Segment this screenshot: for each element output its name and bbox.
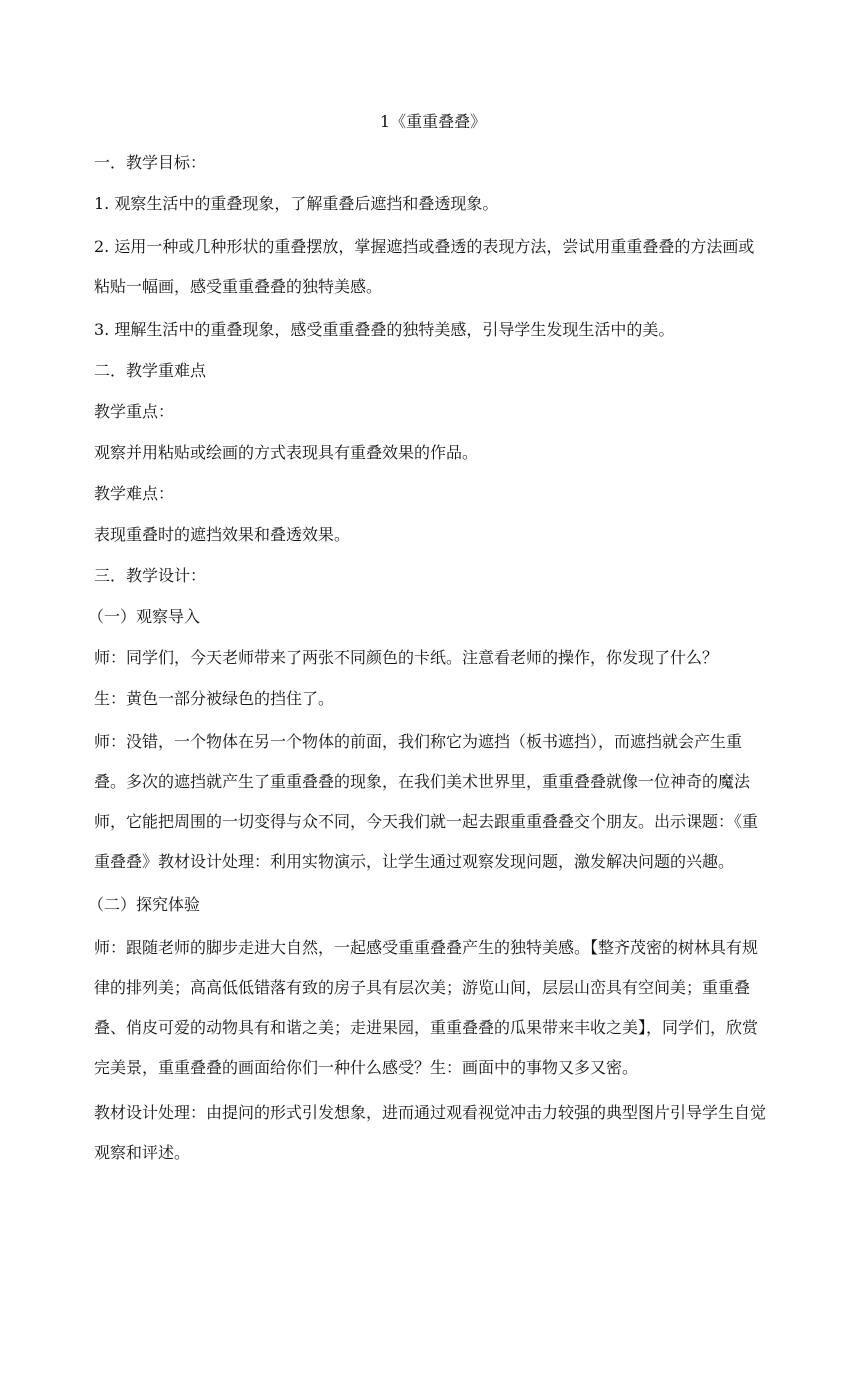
teacher-line-1: 师：同学们，今天老师带来了两张不同颜色的卡纸。注意看老师的操作，你发现了什么？ <box>94 648 719 667</box>
student-line-1: 生：黄色一部分被绿色的挡住了。 <box>94 689 335 708</box>
subsection-observation: （一）观察导入 <box>88 607 201 626</box>
difficulty-label: 教学难点： <box>94 484 175 503</box>
objective-3: 3. 理解生活中的重叠现象，感受重重叠叠的独特美感，引导学生发现生活中的美。 <box>94 320 675 339</box>
document-title: 1《重重叠叠》 <box>379 112 487 131</box>
objective-2: 2. 运用一种或几种形状的重叠摆放，掌握遮挡或叠透的表现方法，尝试用重重叠叠的方法画或粘贴一幅画，感受重重叠叠的独特美感。 <box>94 237 755 296</box>
design-note: 教材设计处理：由提问的形式引发想象，进而通过观看视觉冲击力较强的典型图片引导学生自觉观察和评述。 <box>94 1103 767 1162</box>
key-point-text: 观察并用粘贴或绘画的方式表现具有重叠效果的作品。 <box>94 443 479 462</box>
teacher-line-2: 师：没错，一个物体在另一个物体的前面，我们称它为遮挡（板书遮挡），而遮挡就会产生重叠。多次的遮挡就产生了重重叠叠的现象，在我们美术世界里，重重叠叠就像一位神奇的魔法师，它能把周围的一切变得与众不同，今天我们就一起去跟重重叠叠交个朋友。出示课题：《重重叠叠》教材设计处理：利用实物演示，让学生通过观察发现问题，激发解决问题的兴趣。 <box>94 732 759 871</box>
difficulty-text: 表现重叠时的遮挡效果和叠透效果。 <box>94 525 351 544</box>
section-heading-key-points: 二．教学重难点 <box>94 361 207 380</box>
section-heading-objectives: 一．教学目标： <box>94 153 207 172</box>
section-heading-design: 三．教学设计： <box>94 566 207 585</box>
teacher-line-3: 师：跟随老师的脚步走进大自然，一起感受重重叠叠产生的独特美感。【整齐茂密的树林具有规律的排列美；高高低低错落有致的房子具有层次美；游览山间，层层山峦具有空间美；重重叠叠、俏皮可爱的动物具有和谐之美；走进果园，重重叠叠的瓜果带来丰收之美】，同学们，欣赏完美景，重重叠叠的画面给你们一种什么感受？生：画面中的事物又多又密。 <box>94 938 759 1077</box>
document-body <box>88 104 770 1173</box>
subsection-exploration: （二）探究体验 <box>88 895 201 914</box>
objective-1: 1. 观察生活中的重叠现象，了解重叠后遮挡和叠透现象。 <box>94 194 499 213</box>
key-point-label: 教学重点： <box>94 402 175 421</box>
